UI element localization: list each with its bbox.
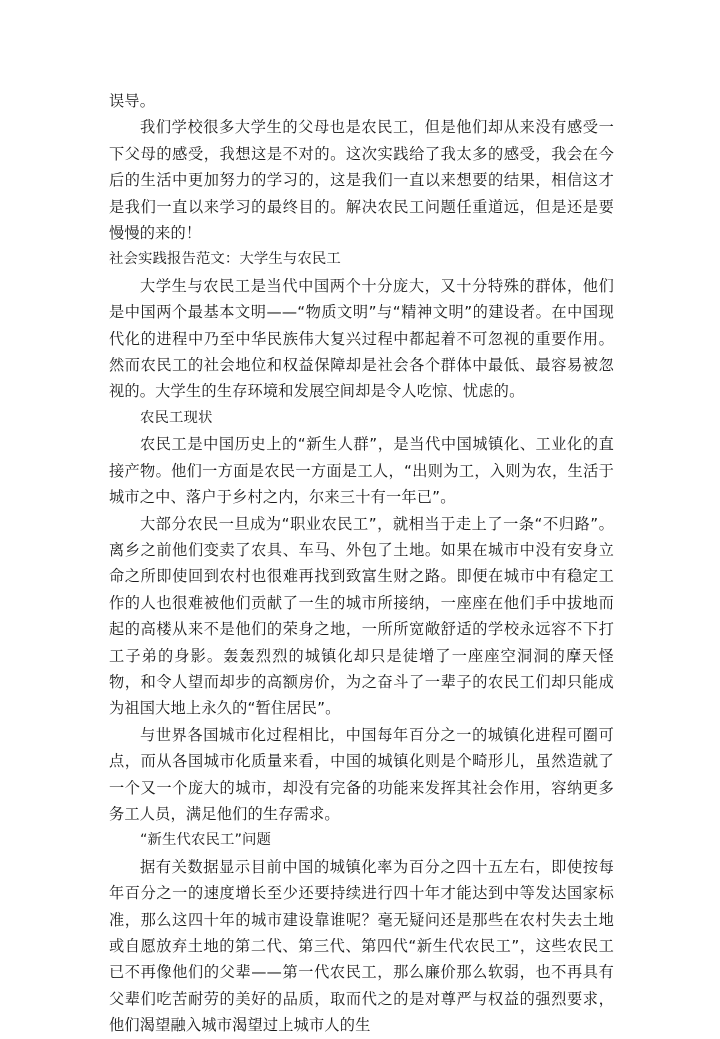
section-title-report: 社会实践报告范文：大学生与农民工 [109,251,341,268]
subheading-new-generation: “新生代农民工”问题 [140,832,272,849]
subheading-status: 农民工现状 [140,409,213,426]
paragraph-new-generation: 据有关数据显示目前中国的城镇化率为百分之四十五左右，即使按每年百分之一的速度增长至少还要持续进行四十年才能达到中等发达国家标准，那么这四十年的城市建设靠谁呢？毫无疑问还是那些在农村失去土地或自愿放弃土地的第二代、第三代、第四代“新生代农民工”，这些农民工已不再像他们的父辈——第一代农民工，那么廉价那么软弱，也不再具有父辈们吃苦耐劳的美好的品质，取而代之的是对尊严与权益的强烈要求，他们渴望融入城市渴望过上城市人的生 [109,857,614,1035]
paragraph-status-1: 农民工是中国历史上的“新生人群”，是当代中国城镇化、工业化的直接产物。他们一方面是农民一方面是工人，“出则为工，入则为农，生活于城市之中、落户于乡村之内，尔来三十有一年已”。 [109,435,614,507]
paragraph-status-2: 大部分农民一旦成为“职业农民工”，就相当于走上了一条“不归路”。离乡之前他们变卖了农具、车马、外包了土地。如果在城市中没有安身立命之所即使回到农村也很难再找到致富生财之路。即便在城市中有稳定工作的人也很难被他们贡献了一生的城市所接纳，一座座在他们手中拔地而起的高楼从来不是他们的荣身之地，一所所宽敞舒适的学校永远容不下打工子弟的身影。轰轰烈烈的城镇化却只是徒增了一座座空洞洞的摩天怪物，和令人望而却步的高额房价，为之奋斗了一辈子的农民工们却只能成为祖国大地上永久的“暂住居民”。 [109,514,614,718]
paragraph-continuation: 误导。 [109,92,156,110]
paragraph-reflection: 我们学校很多大学生的父母也是农民工，但是他们却从来没有感受一下父母的感受，我想这是不对的。这次实践给了我太多的感受，我会在今后的生活中更加努力的学习的，这是我们一直以来想要的结果，相信这才是我们一直以来学习的最终目的。解决农民工问题任重道远，但是还是要慢慢的来的！ [109,118,614,243]
document-page [109,88,614,1039]
paragraph-intro: 大学生与农民工是当代中国两个十分庞大，又十分特殊的群体，他们是中国两个最基本文明——“物质文明”与“精神文明”的建设者。在中国现代化的进程中乃至中华民族伟大复兴过程中都起着不可忽视的重要作用。然而农民工的社会地位和权益保障却是社会各个群体中最低、最容易被忽视的。大学生的生存环境和发展空间却是令人吃惊、忧虑的。 [109,276,614,401]
paragraph-status-3: 与世界各国城市化过程相比，中国每年百分之一的城镇化进程可圈可点，而从各国城市化质量来看，中国的城镇化则是个畸形儿，虽然造就了一个又一个庞大的城市，却没有完备的功能来发挥其社会作用，容纳更多务工人员，满足他们的生存需求。 [109,725,614,823]
